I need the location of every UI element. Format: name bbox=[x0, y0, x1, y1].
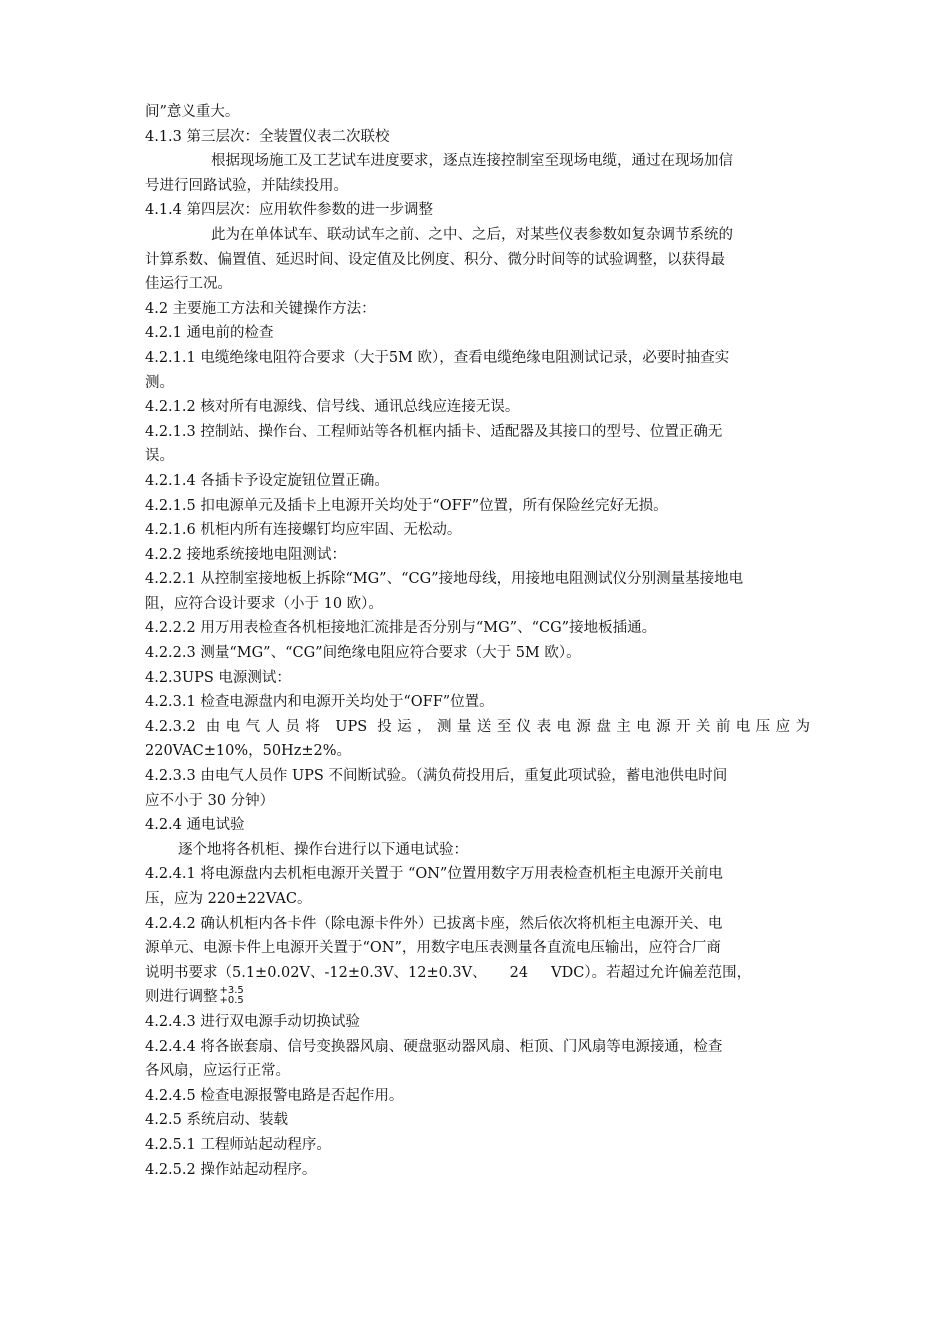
section-heading: 4.2 主要施工方法和关键操作方法： bbox=[145, 300, 376, 317]
section-heading: 4.2.1 通电前的检查 bbox=[145, 325, 274, 342]
text-line: 4.2.1.5 扣电源单元及插卡上电源开关均处于“OFF”位置，所有保险丝完好无损。 bbox=[145, 497, 668, 514]
text-line: 测。 bbox=[145, 374, 174, 391]
section-heading: 4.2.2 接地系统接地电阻测试： bbox=[145, 546, 347, 563]
tolerance-annotation bbox=[218, 985, 246, 1009]
text-line: 4.2.3.1 检查电源盘内和电源开关均处于“OFF”位置。 bbox=[145, 694, 494, 711]
text-line: 4.2.3.2 由电气人员将 UPS 投运，测量送至仪表电源盘主电源开关前电压应为 bbox=[145, 718, 810, 735]
text-line: 阻，应符合设计要求（小于 10 欧）。 bbox=[145, 595, 383, 612]
text-line: 说明书要求（5.1±0.02V、-12±0.3V、12±0.3V、 24 VDC）。若超过允许偏差范围， bbox=[145, 964, 752, 981]
text-line: 4.2.1.1 电缆绝缘电阻符合要求（大于5M 欧），查看电缆绝缘电阻测试记录，必要时抽查实 bbox=[145, 349, 730, 366]
text-line bbox=[145, 985, 810, 1010]
text-line: 根据现场施工及工艺试车进度要求，逐点连接控制室至现场电缆，通过在现场加信 bbox=[211, 153, 733, 170]
text-line: 4.2.4.1 将电源盘内去机柜电源开关置于 “ON”位置用数字万用表检查机柜主电源开关前电 bbox=[145, 866, 723, 883]
text-line: 220VAC±10%，50Hz±2%。 bbox=[145, 743, 351, 760]
text-line: 佳运行工况。 bbox=[145, 276, 232, 293]
text-line: 4.2.4.2 确认机柜内各卡件（除电源卡件外）已拔离卡座，然后依次将机柜主电源开关、电 bbox=[145, 915, 723, 932]
section-heading: 4.2.3UPS 电源测试： bbox=[145, 669, 291, 686]
text-line: 号进行回路试验，并陆续投用。 bbox=[145, 177, 348, 194]
text-line: 4.2.1.6 机柜内所有连接螺钉均应牢固、无松动。 bbox=[145, 522, 462, 539]
text-line: 4.2.4.5 检查电源报警电路是否起作用。 bbox=[145, 1087, 404, 1104]
tolerance-lower: +0.5 bbox=[219, 995, 244, 1007]
section-heading: 4.2.4 通电试验 bbox=[145, 817, 245, 834]
text-line: 4.2.5.2 操作站起动程序。 bbox=[145, 1161, 317, 1178]
text-line: 4.2.2.2 用万用表检查各机柜接地汇流排是否分别与“MG”、“CG”接地板插通。 bbox=[145, 620, 657, 637]
text-line: 4.2.1.2 核对所有电源线、信号线、通讯总线应连接无误。 bbox=[145, 399, 520, 416]
text-line: 4.2.1.3 控制站、操作台、工程师站等各机框内插卡、适配器及其接口的型号、位置正确无 bbox=[145, 423, 723, 440]
text-line: 4.2.5.1 工程师站起动程序。 bbox=[145, 1136, 331, 1153]
tolerance-upper: +3.5 bbox=[219, 985, 244, 997]
text-line: 计算系数、偏置值、延迟时间、设定值及比例度、积分、微分时间等的试验调整，以获得最 bbox=[145, 251, 725, 268]
text-line: 压，应为 220±22VAC。 bbox=[145, 891, 312, 907]
text-line: 源单元、电源卡件上电源开关置于“ON”，用数字电压表测量各直流电压输出，应符合厂商 bbox=[145, 940, 721, 957]
text-line: 4.2.2.3 测量“MG”、“CG”间绝缘电阻应符合要求（大于 5M 欧）。 bbox=[145, 645, 581, 662]
text-line: 4.2.2.1 从控制室接地板上拆除“MG”、“CG”接地母线，用接地电阻测试仪分别测量基接地电 bbox=[145, 571, 744, 588]
text-line: 逐个地将各机柜、操作台进行以下通电试验： bbox=[178, 841, 468, 858]
text-line: 应不小于 30 分钟） bbox=[145, 792, 275, 809]
text-line: 4.2.1.4 各插卡予设定旋钮位置正确。 bbox=[145, 472, 389, 489]
text-line: 误。 bbox=[145, 448, 174, 465]
adjust-text: 则进行调整 bbox=[145, 989, 218, 1006]
text-line: 此为在单体试车、联动试车之前、之中、之后，对某些仪表参数如复杂调节系统的 bbox=[211, 226, 733, 243]
section-heading: 4.1.3 第三层次：全装置仪表二次联校 bbox=[145, 128, 390, 145]
text-line: 间”意义重大。 bbox=[145, 104, 240, 120]
document-page bbox=[145, 100, 810, 1182]
text-line: 各风扇，应运行正常。 bbox=[145, 1063, 290, 1080]
text-line: 4.2.3.3 由电气人员作 UPS 不间断试验。（满负荷投用后，重复此项试验，蓄电池供电时间 bbox=[145, 768, 728, 785]
text-line: 4.2.4.4 将各嵌套扇、信号变换器风扇、硬盘驱动器风扇、柜顶、门风扇等电源接通，检查 bbox=[145, 1038, 723, 1055]
section-heading: 4.2.5 系统启动、装载 bbox=[145, 1112, 289, 1129]
text-line: 4.2.4.3 进行双电源手动切换试验 bbox=[145, 1013, 360, 1030]
section-heading: 4.1.4 第四层次：应用软件参数的进一步调整 bbox=[145, 202, 434, 219]
